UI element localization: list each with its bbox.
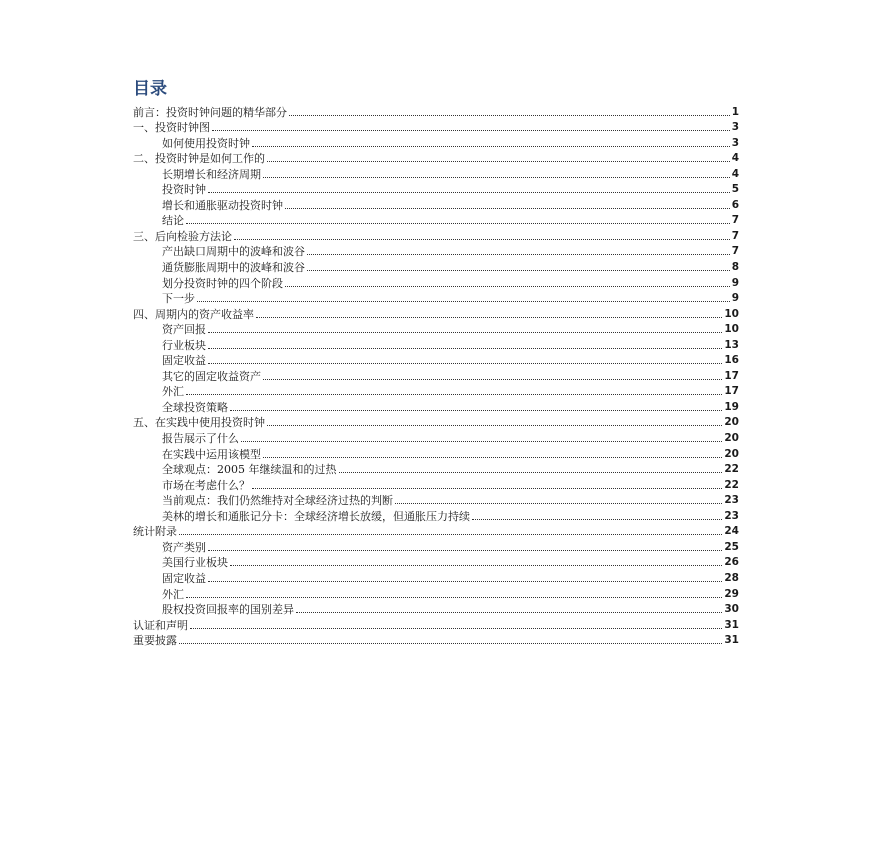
toc-entry-page-number: 4 [731, 167, 739, 180]
toc-entry-label: 三、后向检验方法论 [133, 229, 232, 243]
toc-entry-page-number: 26 [724, 556, 739, 569]
toc-entry-page-number: 9 [731, 276, 739, 289]
toc-entry[interactable] [133, 321, 739, 337]
toc-entry-label: 市场在考虑什么？ [162, 478, 250, 492]
table-of-contents [133, 103, 739, 647]
toc-entry-page-number: 5 [731, 183, 739, 196]
dot-leader [186, 223, 730, 224]
dot-leader [230, 410, 722, 411]
dot-leader [241, 441, 722, 442]
toc-entry-label: 外汇 [162, 587, 184, 601]
dot-leader [208, 192, 730, 193]
dot-leader [208, 332, 722, 333]
toc-entry[interactable] [133, 554, 739, 570]
toc-entry[interactable] [133, 367, 739, 383]
toc-entry[interactable] [133, 274, 739, 290]
toc-entry[interactable] [133, 398, 739, 414]
toc-entry-page-number: 8 [731, 261, 739, 274]
toc-entry-label: 固定收益 [162, 571, 206, 585]
toc-entry[interactable] [133, 523, 739, 539]
toc-entry-label: 行业板块 [162, 338, 206, 352]
toc-entry-label: 全球投资策略 [162, 400, 228, 414]
toc-entry-label: 五、在实践中使用投资时钟 [133, 416, 265, 430]
dot-leader [307, 254, 730, 255]
toc-entry-label: 其它的固定收益资产 [162, 369, 261, 383]
toc-entry[interactable] [133, 243, 739, 259]
toc-entry-label: 在实践中运用该模型 [162, 447, 261, 461]
toc-entry[interactable] [133, 585, 739, 601]
toc-entry-label: 报告展示了什么 [162, 432, 239, 446]
toc-entry-label: 下一步 [162, 292, 195, 306]
dot-leader [263, 177, 730, 178]
dot-leader [208, 348, 722, 349]
toc-entry-page-number: 17 [724, 369, 739, 382]
toc-entry[interactable] [133, 336, 739, 352]
toc-entry-label: 统计附录 [133, 525, 177, 539]
toc-entry-page-number: 23 [724, 494, 739, 507]
dot-leader [307, 270, 730, 271]
toc-entry-label: 重要披露 [133, 634, 177, 648]
toc-entry[interactable] [133, 258, 739, 274]
toc-entry-label: 结论 [162, 214, 184, 228]
toc-entry-label: 如何使用投资时钟 [162, 136, 250, 150]
dot-leader [263, 379, 722, 380]
toc-entry-label: 认证和声明 [133, 618, 188, 632]
toc-entry[interactable] [133, 134, 739, 150]
dot-leader [267, 425, 722, 426]
toc-entry-page-number: 20 [724, 432, 739, 445]
dot-leader [186, 597, 722, 598]
toc-entry-page-number: 24 [724, 525, 739, 538]
toc-entry-page-number: 4 [731, 152, 739, 165]
toc-entry-page-number: 9 [731, 292, 739, 305]
toc-entry[interactable] [133, 305, 739, 321]
toc-entry-page-number: 29 [724, 587, 739, 600]
dot-leader [395, 503, 722, 504]
toc-entry-page-number: 28 [724, 571, 739, 584]
toc-entry-page-number: 13 [724, 338, 739, 351]
toc-entry-label: 股权投资回报率的国别差异 [162, 603, 294, 617]
dot-leader [263, 457, 722, 458]
toc-entry[interactable] [133, 290, 739, 306]
toc-entry-label: 通货膨胀周期中的波峰和波谷 [162, 261, 305, 275]
dot-leader [230, 565, 722, 566]
toc-entry[interactable] [133, 538, 739, 554]
dot-leader [212, 130, 730, 131]
dot-leader [179, 643, 722, 644]
toc-entry-page-number: 16 [724, 354, 739, 367]
toc-entry[interactable] [133, 119, 739, 135]
toc-entry[interactable] [133, 429, 739, 445]
toc-entry[interactable] [133, 103, 739, 119]
toc-entry-page-number: 1 [731, 105, 739, 118]
toc-entry-label: 外汇 [162, 385, 184, 399]
toc-entry-label: 长期增长和经济周期 [162, 167, 261, 181]
toc-entry-page-number: 20 [724, 447, 739, 460]
toc-entry[interactable] [133, 569, 739, 585]
toc-entry[interactable] [133, 165, 739, 181]
toc-entry-label: 当前观点：我们仍然维持对全球经济过热的判断 [162, 494, 393, 508]
dot-leader [208, 550, 722, 551]
toc-entry-page-number: 25 [724, 540, 739, 553]
dot-leader [339, 472, 723, 473]
toc-entry-page-number: 3 [731, 136, 739, 149]
toc-entry-page-number: 31 [724, 618, 739, 631]
toc-entry-label: 一、投资时钟图 [133, 121, 210, 135]
toc-entry-label: 前言：投资时钟问题的精华部分 [133, 105, 287, 119]
toc-entry-page-number: 30 [724, 603, 739, 616]
dot-leader [285, 208, 730, 209]
dot-leader [186, 394, 722, 395]
dot-leader [234, 239, 730, 240]
toc-entry[interactable] [133, 632, 739, 648]
toc-entry-page-number: 10 [724, 307, 739, 320]
toc-entry[interactable] [133, 507, 739, 523]
toc-entry-page-number: 22 [724, 463, 739, 476]
toc-entry[interactable] [133, 227, 739, 243]
toc-entry-page-number: 10 [724, 323, 739, 336]
toc-entry[interactable] [133, 414, 739, 430]
toc-entry-page-number: 20 [724, 416, 739, 429]
toc-entry-page-number: 22 [724, 478, 739, 491]
toc-entry-page-number: 6 [731, 198, 739, 211]
toc-entry-label: 美国行业板块 [162, 556, 228, 570]
dot-leader [285, 286, 730, 287]
toc-entry[interactable] [133, 461, 739, 477]
dot-leader [252, 146, 730, 147]
toc-entry[interactable] [133, 212, 739, 228]
toc-entry[interactable] [133, 196, 739, 212]
toc-entry-label: 产出缺口周期中的波峰和波谷 [162, 245, 305, 259]
dot-leader [472, 519, 722, 520]
toc-title: 目录 [133, 79, 167, 99]
toc-entry-label: 资产回报 [162, 323, 206, 337]
dot-leader [190, 628, 722, 629]
dot-leader [296, 612, 722, 613]
toc-entry[interactable] [133, 352, 739, 368]
toc-entry[interactable] [133, 492, 739, 508]
toc-entry[interactable] [133, 476, 739, 492]
toc-entry[interactable] [133, 616, 739, 632]
toc-entry-page-number: 3 [731, 121, 739, 134]
toc-entry-label: 四、周期内的资产收益率 [133, 307, 254, 321]
toc-entry[interactable] [133, 181, 739, 197]
toc-entry-page-number: 7 [731, 214, 739, 227]
toc-entry-label: 全球观点：2005 年继续温和的过热 [162, 463, 337, 477]
dot-leader [267, 161, 730, 162]
dot-leader [197, 301, 730, 302]
toc-entry-label: 固定收益 [162, 354, 206, 368]
dot-leader [179, 534, 722, 535]
toc-entry-label: 增长和通胀驱动投资时钟 [162, 198, 283, 212]
toc-entry[interactable] [133, 601, 739, 617]
toc-entry[interactable] [133, 150, 739, 166]
toc-entry-page-number: 19 [724, 400, 739, 413]
dot-leader [289, 115, 730, 116]
toc-entry-page-number: 7 [731, 229, 739, 242]
dot-leader [208, 363, 722, 364]
dot-leader [252, 488, 722, 489]
toc-entry-page-number: 31 [724, 634, 739, 647]
toc-entry-label: 投资时钟 [162, 183, 206, 197]
toc-entry-label: 美林的增长和通胀记分卡：全球经济增长放缓，但通胀压力持续 [162, 509, 470, 523]
toc-entry-label: 资产类别 [162, 540, 206, 554]
toc-entry-page-number: 7 [731, 245, 739, 258]
toc-entry[interactable] [133, 445, 739, 461]
toc-entry-label: 划分投资时钟的四个阶段 [162, 276, 283, 290]
toc-entry-label: 二、投资时钟是如何工作的 [133, 152, 265, 166]
dot-leader [208, 581, 722, 582]
toc-entry-page-number: 23 [724, 509, 739, 522]
toc-entry[interactable] [133, 383, 739, 399]
dot-leader [256, 317, 722, 318]
toc-entry-page-number: 17 [724, 385, 739, 398]
